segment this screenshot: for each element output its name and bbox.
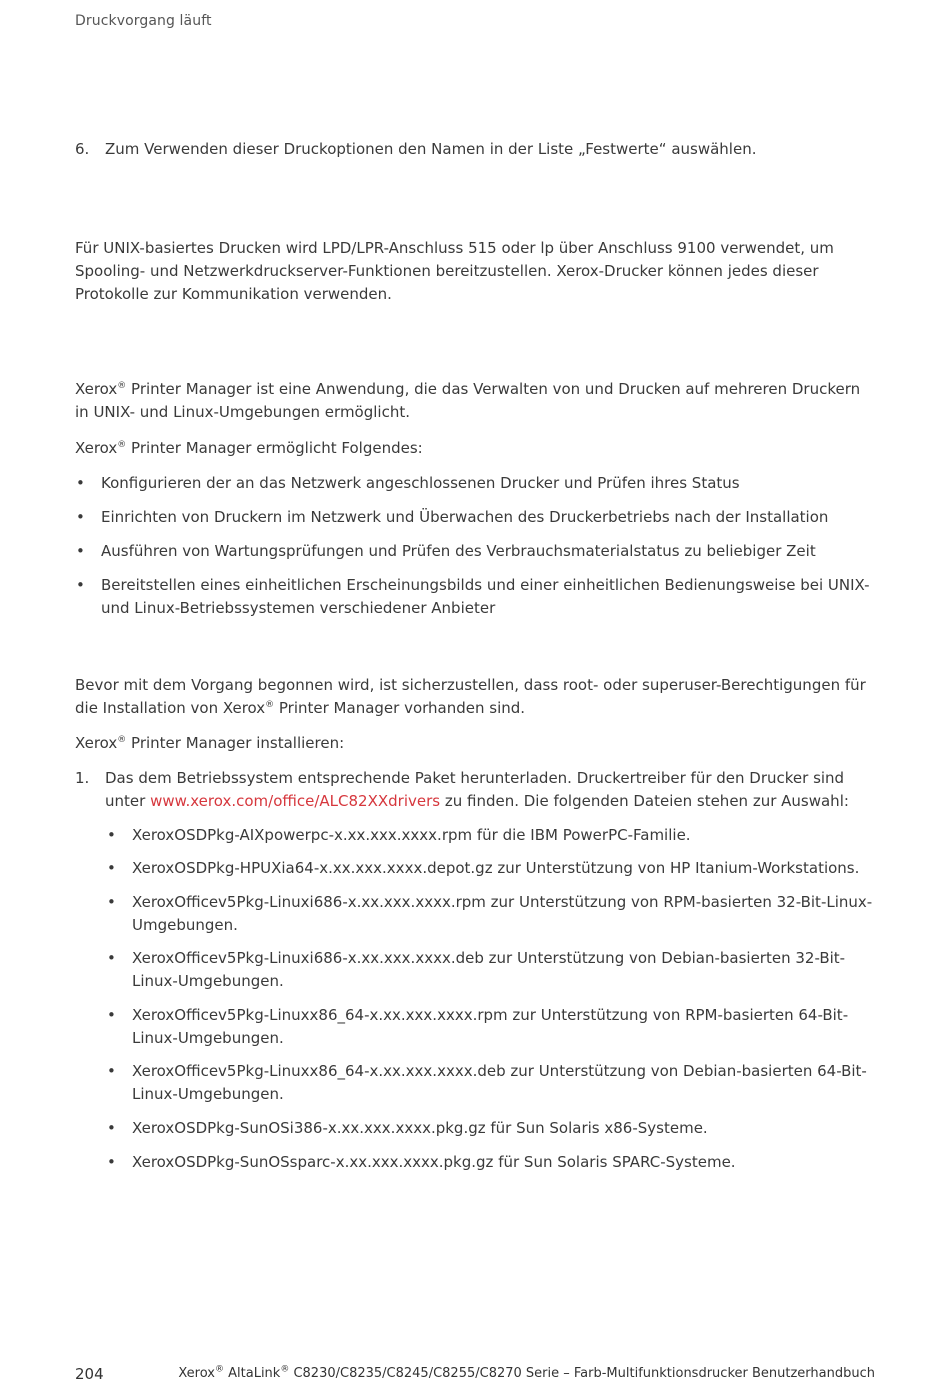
- bullet-icon: •: [76, 508, 85, 526]
- manager-intro-paragraph: [75, 378, 875, 424]
- bullet-icon: •: [107, 859, 116, 877]
- step-text-before: Das dem Betriebssystem entsprechende Paket herunterladen. Druckertreiber für den Drucker sind unter: [105, 769, 845, 810]
- features-list: [75, 472, 875, 620]
- registered-mark: ®: [117, 381, 127, 391]
- registered-mark: ®: [280, 1364, 290, 1375]
- step-number: 6.: [75, 140, 90, 158]
- bullet-icon: •: [107, 949, 116, 967]
- list-item-text: XeroxOfficev5Pkg-Linuxi686-x.xx.xxx.xxxx.rpm zur Unterstützung von RPM-basierten 32-Bit-Linux-Umgebungen.: [132, 893, 873, 934]
- registered-mark: ®: [117, 440, 127, 450]
- bullet-icon: •: [107, 826, 116, 844]
- brand-text: Xerox: [75, 380, 118, 398]
- list-item: [75, 506, 875, 529]
- registered-mark: ®: [117, 735, 127, 745]
- step-1: [75, 767, 875, 813]
- bullet-icon: •: [107, 893, 116, 911]
- bullet-icon: •: [107, 1153, 116, 1171]
- list-item-text: XeroxOSDPkg-HPUXia64-x.xx.xxx.xxxx.depot.gz zur Unterstützung von HP Itanium-Workstations.: [132, 859, 860, 877]
- prereq-text-after: Printer Manager vorhanden sind.: [274, 699, 526, 717]
- unix-intro-paragraph: Für UNIX-basiertes Drucken wird LPD/LPR-Anschluss 515 oder lp über Anschluss 9100 verwendet, um Spooling- und Netzwerkdruckserver-Funktionen bereitzustellen. Xerox-Drucker können jedes dieser Protokolle zur Kommunikation verwenden.: [75, 239, 834, 303]
- list-item-text: Konfigurieren der an das Netzwerk angeschlossenen Drucker und Prüfen ihres Status: [101, 474, 740, 492]
- install-lead-text: Printer Manager installieren:: [126, 734, 345, 752]
- list-item: [75, 540, 875, 563]
- step-text: Zum Verwenden dieser Druckoptionen den Namen in der Liste „Festwerte“ auswählen.: [105, 140, 757, 158]
- list-item: [75, 1151, 875, 1174]
- footer-product: AltaLink: [224, 1366, 281, 1381]
- step-6: [75, 138, 875, 161]
- step-number: 1.: [75, 769, 90, 787]
- brand-text: Xerox: [75, 734, 118, 752]
- list-item-text: XeroxOSDPkg-SunOSsparc-x.xx.xxx.xxxx.pkg.gz für Sun Solaris SPARC-Systeme.: [132, 1153, 736, 1171]
- registered-mark: ®: [215, 1364, 224, 1375]
- features-lead-text: Printer Manager ermöglicht Folgendes:: [126, 439, 423, 457]
- footer-title-rest: C8230/C8235/C8245/C8255/C8270 Serie – Farb-Multifunktionsdrucker Benutzerhandbuch: [289, 1366, 875, 1381]
- driver-files-list: [75, 824, 875, 1174]
- list-item: [75, 1117, 875, 1140]
- list-item-text: XeroxOfficev5Pkg-Linuxx86_64-x.xx.xxx.xxxx.deb zur Unterstützung von Debian-basierten 64-Bit-Linux-Umgebungen.: [132, 1062, 867, 1103]
- list-item-text: Ausführen von Wartungsprüfungen und Prüfen des Verbrauchsmaterialstatus zu beliebiger Zeit: [101, 542, 816, 560]
- footer-brand: Xerox: [178, 1366, 215, 1381]
- list-item: [75, 891, 875, 937]
- list-item: [75, 472, 875, 495]
- bullet-icon: •: [76, 576, 85, 594]
- brand-text: Xerox: [75, 439, 118, 457]
- list-item-text: XeroxOfficev5Pkg-Linuxx86_64-x.xx.xxx.xxxx.rpm zur Unterstützung von RPM-basierten 64-Bit-Linux-Umgebungen.: [132, 1006, 849, 1047]
- list-item-text: XeroxOfficev5Pkg-Linuxi686-x.xx.xxx.xxxx.deb zur Unterstützung von Debian-basierten 32-Bit-Linux-Umgebungen.: [132, 949, 846, 990]
- list-item-text: Bereitstellen eines einheitlichen Erscheinungsbilds und einer einheitlichen Bedienungsweise bei UNIX- und Linux-Betriebssystemen verschiedener Anbieter: [101, 576, 870, 617]
- list-item-text: XeroxOSDPkg-AIXpowerpc-x.xx.xxx.xxxx.rpm für die IBM PowerPC-Familie.: [132, 826, 691, 844]
- page-number: 204: [75, 1365, 104, 1383]
- prereq-text-before: Bevor mit dem Vorgang begonnen wird, ist sicherzustellen, dass root- oder superuser-Berechtigungen für die Installation von Xerox: [75, 676, 866, 717]
- list-item-text: XeroxOSDPkg-SunOSi386-x.xx.xxx.xxxx.pkg.gz für Sun Solaris x86-Systeme.: [132, 1119, 708, 1137]
- list-item: [75, 574, 875, 620]
- step-text-after: zu finden. Die folgenden Dateien stehen zur Auswahl:: [440, 792, 849, 810]
- list-item-text: Einrichten von Druckern im Netzwerk und Überwachen des Druckerbetriebs nach der Installation: [101, 508, 829, 526]
- prerequisites-paragraph: [75, 674, 875, 720]
- manager-intro-text: Printer Manager ist eine Anwendung, die das Verwalten von und Drucken auf mehreren Druckern in UNIX- und Linux-Umgebungen ermöglicht.: [75, 380, 861, 421]
- list-item: [75, 824, 875, 847]
- bullet-icon: •: [107, 1119, 116, 1137]
- list-item: [75, 1060, 875, 1106]
- features-lead-paragraph: [75, 437, 875, 460]
- bullet-icon: •: [76, 474, 85, 492]
- running-header: Druckvorgang läuft: [75, 13, 212, 29]
- install-lead-paragraph: [75, 732, 875, 755]
- registered-mark: ®: [265, 700, 275, 710]
- bullet-icon: •: [107, 1062, 116, 1080]
- step-text: [105, 767, 875, 813]
- footer-title: [178, 1366, 875, 1381]
- bullet-icon: •: [76, 542, 85, 560]
- drivers-link[interactable]: www.xerox.com/office/ALC82XXdrivers: [150, 792, 441, 810]
- list-item: [75, 857, 875, 880]
- list-item: [75, 1004, 875, 1050]
- list-item: [75, 947, 875, 993]
- bullet-icon: •: [107, 1006, 116, 1024]
